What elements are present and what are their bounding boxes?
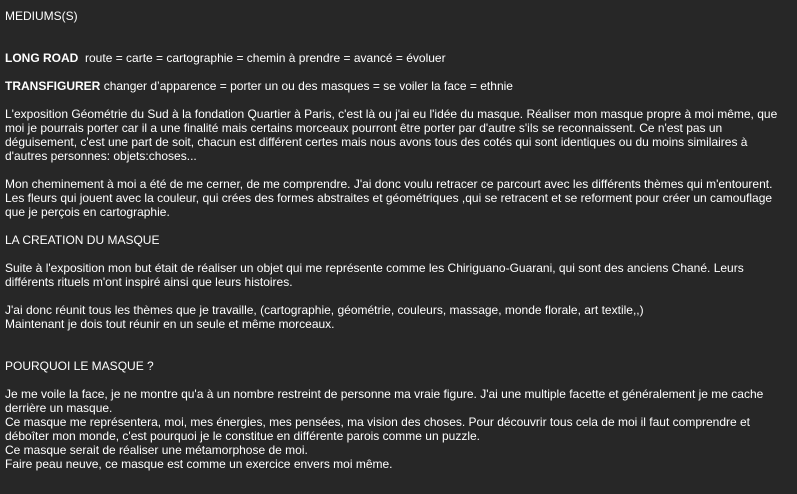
why-heading: POURQUOI LE MASQUE ? <box>5 359 154 373</box>
creation-paragraph: Suite à l'exposition mon but était de réaliser un objet qui me représente comme les Chiriguano-Guarani, qui sont des anciens Chané. Leurs différents rituels m'ont inspiré ainsi que leurs histoires. <box>5 261 744 289</box>
page-heading: MEDIUMS(S) <box>5 9 78 23</box>
long-road-term: LONG ROAD <box>5 51 79 65</box>
why-line: Je me voile la face, je ne montre qu'a à un nombre restreint de personne ma vraie figure. J'ai une multiple facette et généralement je me cache derrière un masque. <box>5 387 764 415</box>
themes-line: J'ai donc réunit tous les thèmes que je travaille, (cartographie, géométrie, couleurs, massage, monde florale, art textile,,) <box>5 303 644 317</box>
long-road-line <box>5 51 793 65</box>
transfigurer-term: TRANSFIGURER <box>5 79 101 93</box>
transfigurer-definition: changer d’apparence = porter un ou des masques = se voiler la face = ethnie <box>103 79 513 93</box>
why-line: Ce masque serait de réaliser une métamorphose de moi. <box>5 443 308 457</box>
creation-heading: LA CREATION DU MASQUE <box>5 233 160 247</box>
transfigurer-line <box>5 79 793 93</box>
path-paragraph: Mon cheminement à moi a été de me cerner, de me comprendre. J'ai donc voulu retracer ce parcourt avec les différents thèmes qui m'entourent. Les fleurs qui jouent avec la couleur, qui crées des formes abstraites et géométriques ,qui se retracent et se reforment pour créer un camouflage que je perçois en cartographie. <box>5 177 773 219</box>
why-line: Faire peau neuve, ce masque est comme un exercice envers moi même. <box>5 457 393 471</box>
why-line: Ce masque me représentera, moi, mes énergies, mes pensées, ma vision des choses. Pour découvrir tous cela de moi il faut comprendre et déboîter mon monde, c'est pourquoi je le constitue en différente parois comme un puzzle. <box>5 415 751 443</box>
themes-line: Maintenant je dois tout réunir en un seule et même morceaux. <box>5 317 335 331</box>
long-road-definition: route = carte = cartographie = chemin à prendre = avancé = évoluer <box>85 51 446 65</box>
intro-paragraph: L'exposition Géométrie du Sud à la fondation Quartier à Paris, c'est là ou j'ai eu l'idée du masque. Réaliser mon masque propre à moi même, que moi je pourrais porter car il a une finalité mais certains morceaux pourront être porter par d'autre s'ils se reconnaissent. Ce n'est pas un déguisement, c'est une part de soit, chacun est différent certes mais nous avons tous des cotés qui sont identiques ou du moins similaires à d'autres personnes: objets:choses... <box>5 107 778 163</box>
